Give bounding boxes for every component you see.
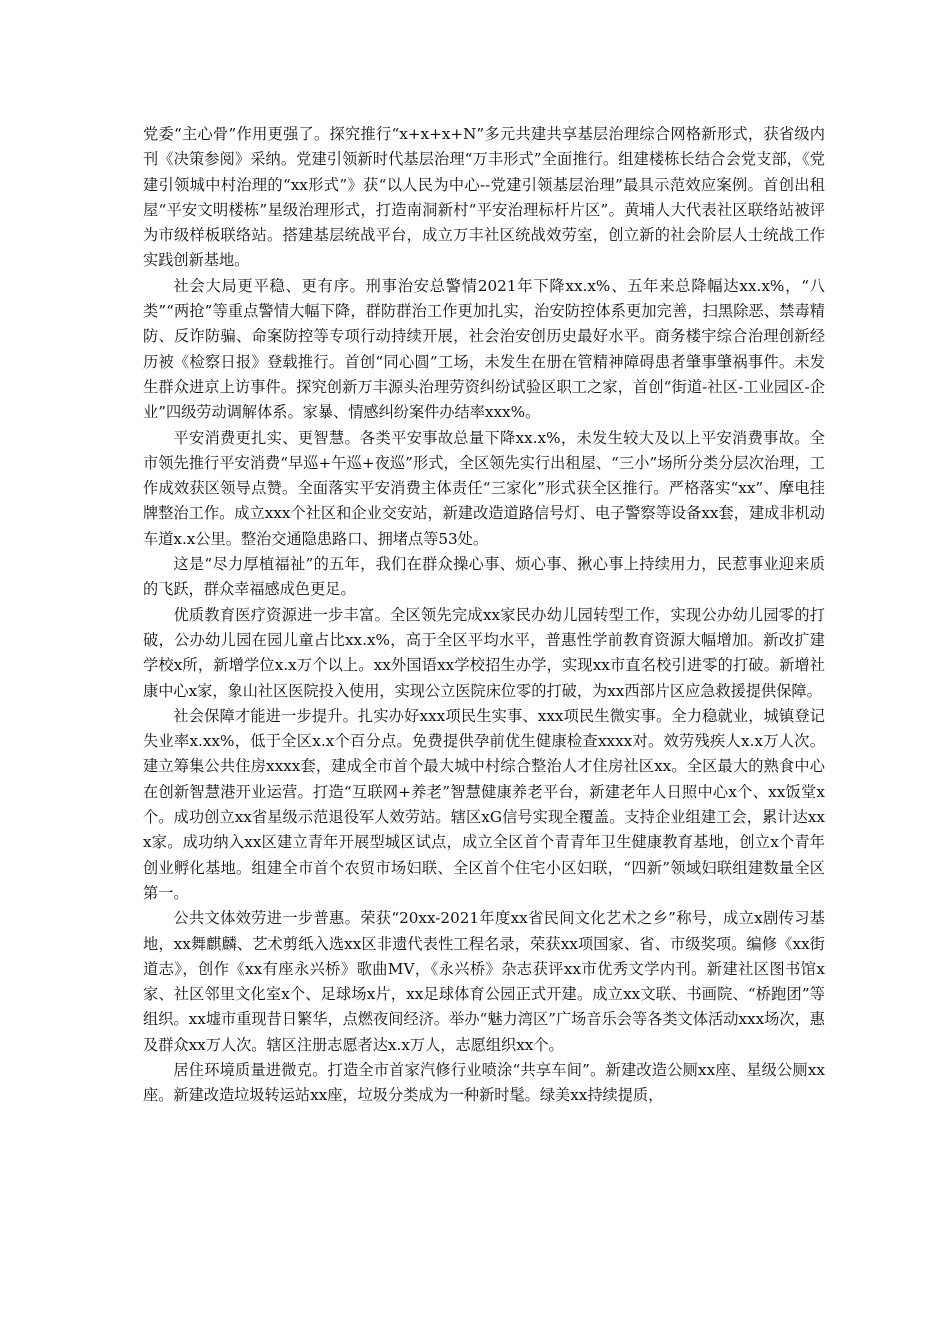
paragraph-education-medical: 优质教育医疗资源进一步丰富。全区领先完成xx家民办幼儿园转型工作，实现公办幼儿园零的打破，公办幼儿园在园儿童占比xx.x%，高于全区平均水平，普惠性学前教育资源大幅增加。新改扩建学校x所，新增学位x.x万个以上。xx外国语xx学校招生办学，实现xx市直名校引进零的打破。新增社康中心x家，象山社区医院投入使用，实现公立医院床位零的打破，为xx西部片区应急救援提供保障。 <box>143 605 825 700</box>
paragraph-culture-sports: 公共文体效劳进一步普惠。荣获“20xx-2021年度xx省民间文化艺术之乡”称号，成立x剧传习基地，xx舞麒麟、艺术剪纸入选xx区非遗代表性工程名录，荣获xx项国家、省、市级奖项。编修《xx街道志》，创作《xx有座永兴桥》歌曲MV，《永兴桥》杂志获评xx市优秀文学内刊。新建社区图书馆x家、社区邻里文化室x个、足球场x片，xx足球体育公园正式开建。成立xx文联、书画院、“桥跑团”等组织。xx墟市重现昔日繁华，点燃夜间经济。举办“魅力湾区”广场音乐会等各类文体活动xxx场次，惠及群众xx万人次。辖区注册志愿者达x.x万人，志愿组织xx个。 <box>143 909 825 1054</box>
paragraph-party-building: 党委“主心骨”作用更强了。探究推行“x+x+x+N”多元共建共享基层治理综合网格新形式，获省级内刊《决策参阅》采纳。党建引领新时代基层治理“万丰形式”全面推行。组建楼栋长结合会党支部，《党建引领城中村治理的“xx形式”》获“以人民为中心--党建引领基层治理”最具示范效应案例。首创出租屋“平安文明楼栋”星级治理形式，打造南洞新村“平安治理标杆片区”。黄埔人大代表社区联络站被评为市级样板联络站。搭建基层统战平台，成立万丰社区统战效劳室，创立新的社会阶层人士统战工作实践创新基地。 <box>143 125 825 270</box>
paragraph-welfare-intro: 这是“尽力厚植福祉”的五年，我们在群众操心事、烦心事、揪心事上持续用力，民惹事业迎来质的飞跃，群众幸福感成色更足。 <box>143 555 825 599</box>
paragraph-social-order: 社会大局更平稳、更有序。刑事治安总警情2021年下降xx.x%、五年来总降幅达xx.x%，“八类”“两抢”等重点警情大幅下降，群防群治工作更加扎实，治安防控体系更加完善，扫黑除恶、禁毒精防、反诈防骗、命案防控等专项行动持续开展，社会治安创历史最好水平。商务楼宇综合治理创新经历被《检察日报》登载推行。首创“同心圆”工场，未发生在册在管精神障碍患者肇事肇祸事件。未发生群众进京上访事件。探究创新万丰源头治理劳资纠纷试验区职工之家，首创“街道-社区-工业园区-企业”四级劳动调解体系。家暴、情感纠纷案件办结率xxx%。 <box>143 276 825 422</box>
paragraph-social-security: 社会保障才能进一步提升。扎实办好xxx项民生实事、xxx项民生微实事。全力稳就业，城镇登记失业率x.xx%，低于全区x.x个百分点。免费提供孕前优生健康检查xxxx对。效劳残疾人x.x万人次。建立筹集公共住房xxxx套，建成全市首个最大城中村综合整治人才住房社区xx。全区最大的熟食中心在创新智慧港开业运营。打造“互联网+养老”智慧健康养老平台，新建老年人日照中心x个、xx饭堂x个。成功创立xx省星级示范退役军人效劳站。辖区xG信号实现全覆盖。支持企业组建工会，累计达xxx家。成功纳入xx区建立青年开展型城区试点，成立全区首个青青年卫生健康教育基地，创立x个青年创业孵化基地。组建全市首个农贸市场妇联、全区首个住宅小区妇联，“四新”领域妇联组建数量全区第一。 <box>143 706 825 902</box>
paragraph-living-environment: 居住环境质量进微克。打造全市首家汽修行业喷涂“共享车间”。新建改造公厕xx座、星级公厕xx座。新建改造垃圾转运站xx座，垃圾分类成为一种新时髦。绿美xx持续提质， <box>143 1060 825 1105</box>
document-page <box>143 122 825 1109</box>
paragraph-safe-production: 平安消费更扎实、更智慧。各类平安事故总量下降xx.x%，未发生较大及以上平安消费事故。全市领先推行平安消费“早巡+午巡+夜巡”形式，全区领先实行出租屋、“三小”场所分类分层次治理，工作成效获区领导点赞。全面落实平安消费主体责任“三家化”形式获全区推行。严格落实“xx”、摩电挂牌整治工作。成立xxx个社区和企业交安站，新建改造道路信号灯、电子警察等设备xx套，建成非机动车道x.x公里。整治交通隐患路口、拥堵点等53处。 <box>143 428 825 548</box>
